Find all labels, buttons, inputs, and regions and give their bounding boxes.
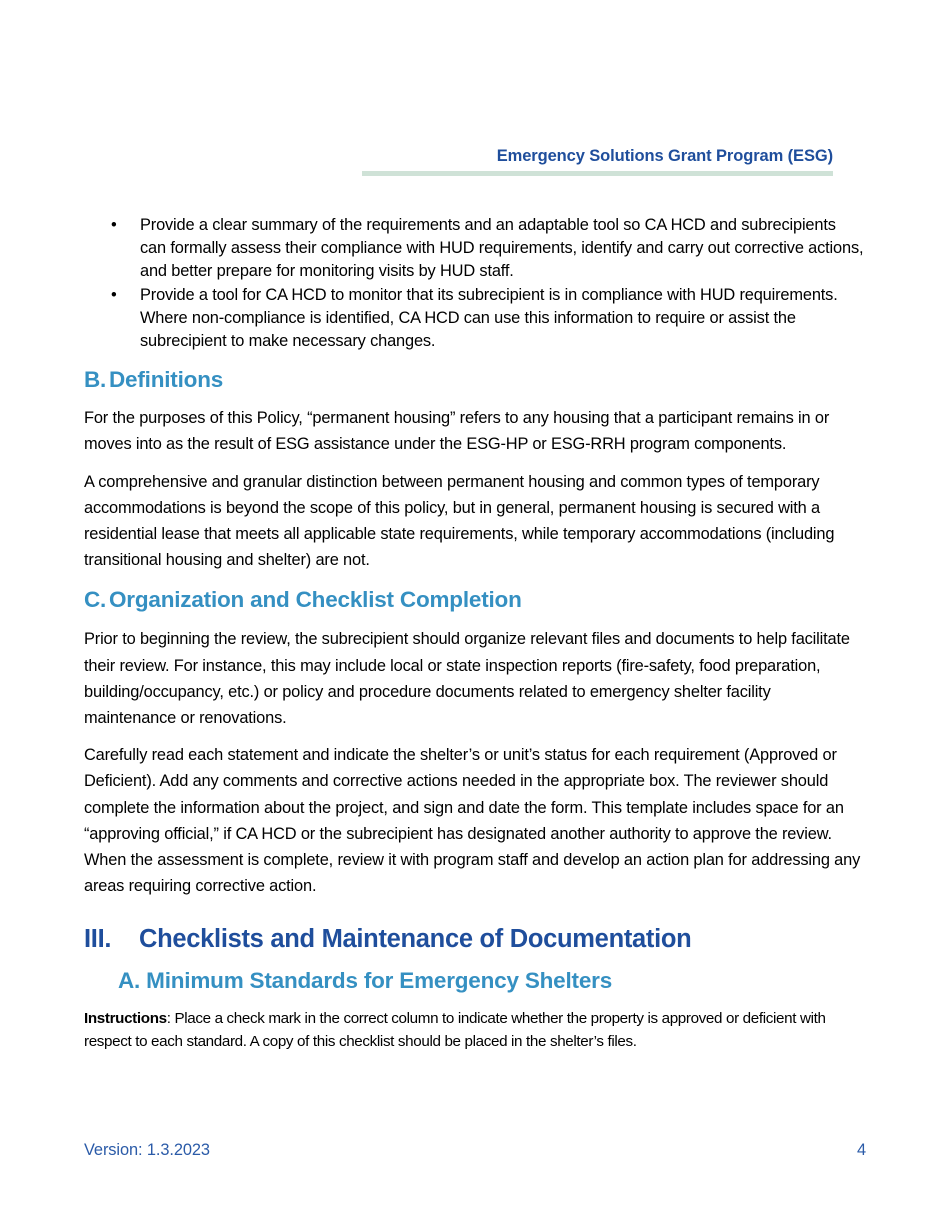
- heading-section-b-number: B.: [84, 367, 107, 393]
- page-header: [362, 146, 833, 166]
- bullet-dot-icon: •: [111, 216, 117, 234]
- heading-section-iii: [84, 923, 866, 955]
- footer-version: Version: 1.3.2023: [84, 1141, 210, 1159]
- list-item-text: Provide a tool for CA HCD to monitor that its subrecipient is in compliance with HUD requirements. Where non-compliance is identified, CA HCD can use this information to require or assist the subrecipient to make necessary changes.: [140, 285, 838, 351]
- list-item-text: Provide a clear summary of the requirements and an adaptable tool so CA HCD and subrecipients can formally assess their compliance with HUD requirements, identify and carry out corrective actions, and better prepare for monitoring visits by HUD staff.: [140, 216, 864, 281]
- bullet-dot-icon: •: [111, 285, 117, 304]
- heading-section-c-number: C.: [84, 587, 107, 613]
- heading-section-c: [84, 586, 866, 614]
- heading-section-iii-title: Checklists and Maintenance of Documentation: [139, 925, 692, 954]
- header-divider-rule: [362, 171, 833, 176]
- header-title: Emergency Solutions Grant Program (ESG): [496, 147, 833, 165]
- instructions-label: Instructions: [84, 1010, 167, 1028]
- heading-subsection-a: A. Minimum Standards for Emergency Shelters: [118, 968, 613, 994]
- section-b-paragraph-1: For the purposes of this Policy, “permanent housing” refers to any housing that a participant remains in or moves into as the result of ESG assistance under the ESG-HP or ESG-RRH program components.: [84, 409, 830, 454]
- section-c-paragraph-1: Prior to beginning the review, the subrecipient should organize relevant files and documents to help facilitate their review. For instance, this may include local or state inspection reports (fire-safety, food preparation, building/occupancy, etc.) or policy and procedure documents related to emergency shelter facility maintenance or renovations.: [84, 630, 850, 728]
- page-footer: [84, 1141, 866, 1160]
- instructions-text: : Place a check mark in the correct column to indicate whether the property is approved or deficient with respect to each standard. A copy of this checklist should be placed in the shelter’s files.: [84, 1010, 826, 1050]
- list-item: [84, 284, 866, 354]
- heading-section-c-title: Organization and Checklist Completion: [109, 587, 522, 613]
- section-c-paragraph-2: Carefully read each statement and indicate the shelter’s or unit’s status for each requirement (Approved or Deficient). Add any comments and corrective actions needed in the appropriate box. The reviewer should complete the information about the project, and sign and date the form. This template includes space for an “approving official,” if CA HCD or the subrecipient has designated another authority to approve the review. When the assessment is complete, review it with program staff and develop an action plan for addressing any areas requiring corrective action.: [84, 746, 861, 896]
- heading-section-iii-number: III.: [84, 925, 112, 954]
- list-item: [84, 214, 866, 284]
- document-body: [84, 214, 866, 1053]
- intro-bullet-list: [84, 214, 866, 353]
- instructions-paragraph: [84, 1008, 866, 1053]
- heading-section-b: [84, 366, 866, 394]
- heading-section-b-title: Definitions: [109, 367, 224, 393]
- footer-page-number: 4: [856, 1141, 866, 1159]
- section-b-paragraph-2: A comprehensive and granular distinction between permanent housing and common types of temporary accommodations is beyond the scope of this policy, but in general, permanent housing is secured with a residential lease that meets all applicable state requirements, while temporary accommodations (including transitional housing and shelter) are not.: [84, 472, 835, 570]
